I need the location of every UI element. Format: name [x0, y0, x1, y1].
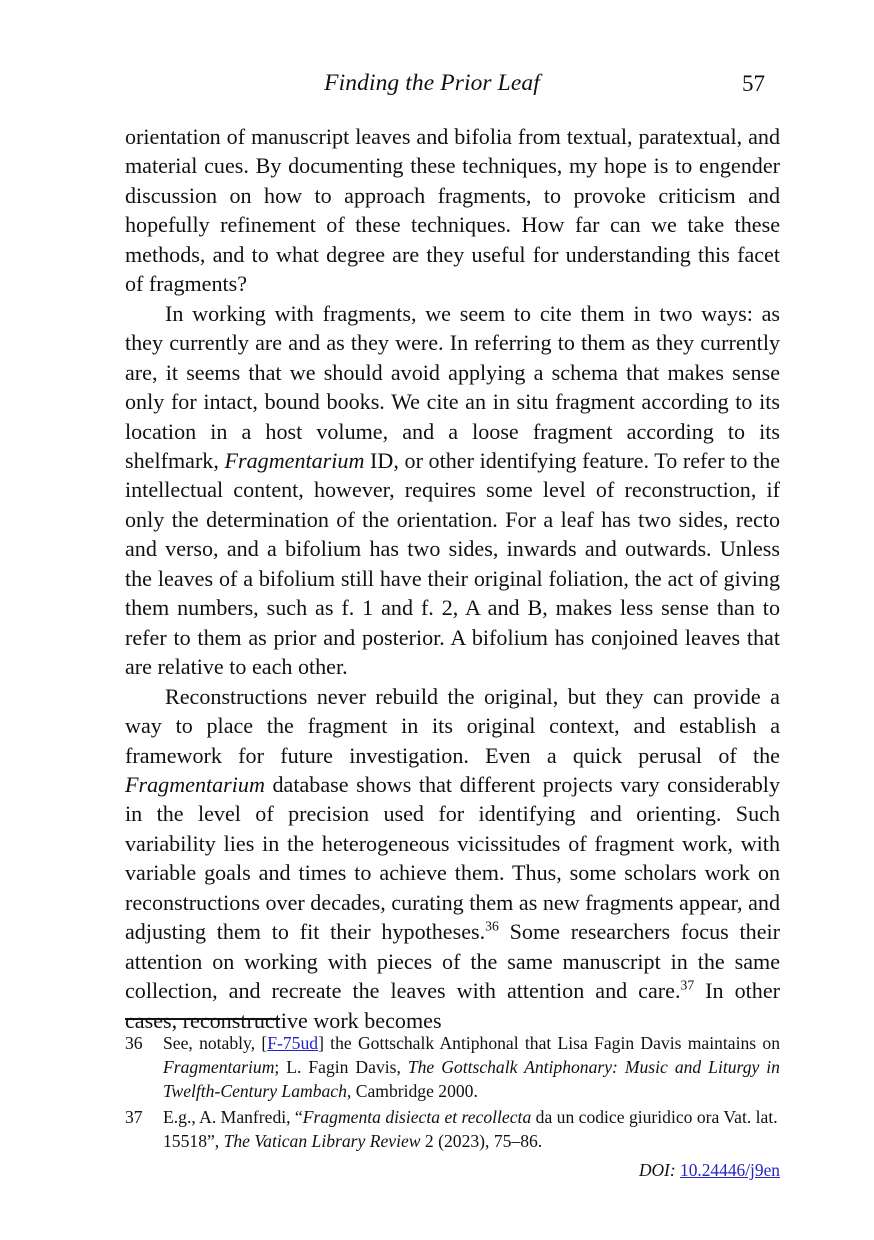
footnote-reference-36[interactable]: 36: [485, 918, 499, 934]
running-head-title: Finding the Prior Leaf: [324, 70, 540, 96]
paragraph-3-text-a: Reconstructions never rebuild the original, but they can provide a way to place the fragment in its original context, and establish a framework for future investigation. Even a quick perusal of the: [125, 683, 780, 768]
footnote-36-text-b: ] the Gottschalk Antiphonal that Lisa Fagin Davis maintains on: [318, 1033, 780, 1053]
footnote-area: [125, 1018, 780, 1154]
footnote-36-text-a: See, notably, [: [163, 1033, 268, 1053]
footnote-37-text-a: E.g., A. Manfredi, “: [163, 1106, 303, 1127]
paragraph-2-text-a: In working with fragments, we seem to cite them in two ways: as they currently are and as they were. In referring to them as they currently are, it seems that we should avoid applying a schema that makes sense only for intact, bound books. We cite an in situ fragment according to its location in a host volume, and a loose fragment according to its shelfmark,: [125, 300, 780, 473]
footnote-37-number: 37: [125, 1106, 143, 1127]
body-text: [125, 122, 780, 1035]
paragraph-3: [125, 682, 780, 1035]
footnote-37-text: [163, 1105, 780, 1153]
footnote-reference-37[interactable]: 37: [680, 977, 695, 993]
fragmentarium-link-f-75ud[interactable]: F-75ud: [267, 1033, 319, 1053]
page-number: 57: [742, 71, 765, 96]
footnote-36-italic-fragmentarium: Fragmentarium: [163, 1057, 275, 1078]
footnote-36-italic-title: The Gottschalk Antiphonary: Music and Liturgy in Twelfth-Century Lambach: [163, 1057, 780, 1102]
footnote-37-text-c: 2 (2023), 75–86.: [420, 1130, 543, 1151]
paragraph-1: [125, 122, 780, 299]
paragraph-3-text-d: In other cases, reconstructive work becomes: [125, 978, 780, 1033]
footnote-37: [125, 1105, 780, 1153]
footnote-separator-rule: [125, 1018, 280, 1020]
paragraph-2-text-b: ID, or other identifying feature. To refer to the intellectual content, however, requires some level of reconstruction, if only the determination of the orientation. For a leaf has two sides, recto and verso, and a bifolium has two sides, inwards and outwards. Unless the leaves of a bifolium still have their original foliation, the act of giving them numbers, such as f. 1 and f. 2, A and B, makes less sense than to refer to them as prior and posterior. A bifolium has conjoined leaves that are relative to each other.: [125, 447, 780, 680]
doi-label: DOI:: [638, 1160, 676, 1180]
paragraph-1-text: orientation of manuscript leaves and bifolia from textual, paratextual, and material cues. By documenting these techniques, my hope is to engender discussion on how to approach fragments, to provoke criticism and hopefully refinement of these techniques. How far can we take these methods, and to what degree are they useful for understanding this facet of fragments?: [125, 124, 780, 297]
doi-link[interactable]: 10.24446/j9en: [680, 1160, 780, 1180]
footnote-36-text: [163, 1031, 780, 1104]
footnote-36-text-c: ; L. Fagin Davis,: [274, 1057, 408, 1078]
doi-line: [125, 1160, 780, 1181]
paragraph-2: [125, 299, 780, 682]
paragraph-3-italic-fragmentarium: Fragmentarium: [125, 771, 265, 797]
footnote-36: [125, 1031, 780, 1104]
footnote-36-number: 36: [125, 1033, 143, 1053]
footnote-37-italic-fragmenta: Fragmenta disiecta et recollecta: [302, 1106, 532, 1127]
paragraph-3-text-b: database shows that different projects vary considerably in the level of precision used for identifying and orienting. Such variability lies in the heterogeneous vicissitudes of fragment work, with variable goals and times to achieve them. Thus, some scholars work on reconstructions over decades, curating them as new fragments appear, and adjusting them to fit their hypotheses.: [125, 771, 780, 945]
running-head: [125, 70, 779, 100]
paragraph-2-italic-fragmentarium: Fragmentarium: [224, 447, 365, 473]
footnote-37-italic-journal: The Vatican Library Review: [223, 1130, 421, 1151]
footnote-37-text-b: da un codice giuridico ora Vat. lat. 15518”,: [163, 1106, 778, 1151]
paragraph-3-text-c: Some researchers focus their attention on working with pieces of the same manuscript in the same collection, and recreate the leaves with attention and care.: [125, 919, 780, 1004]
footnote-36-text-d: , Cambridge 2000.: [346, 1081, 478, 1102]
